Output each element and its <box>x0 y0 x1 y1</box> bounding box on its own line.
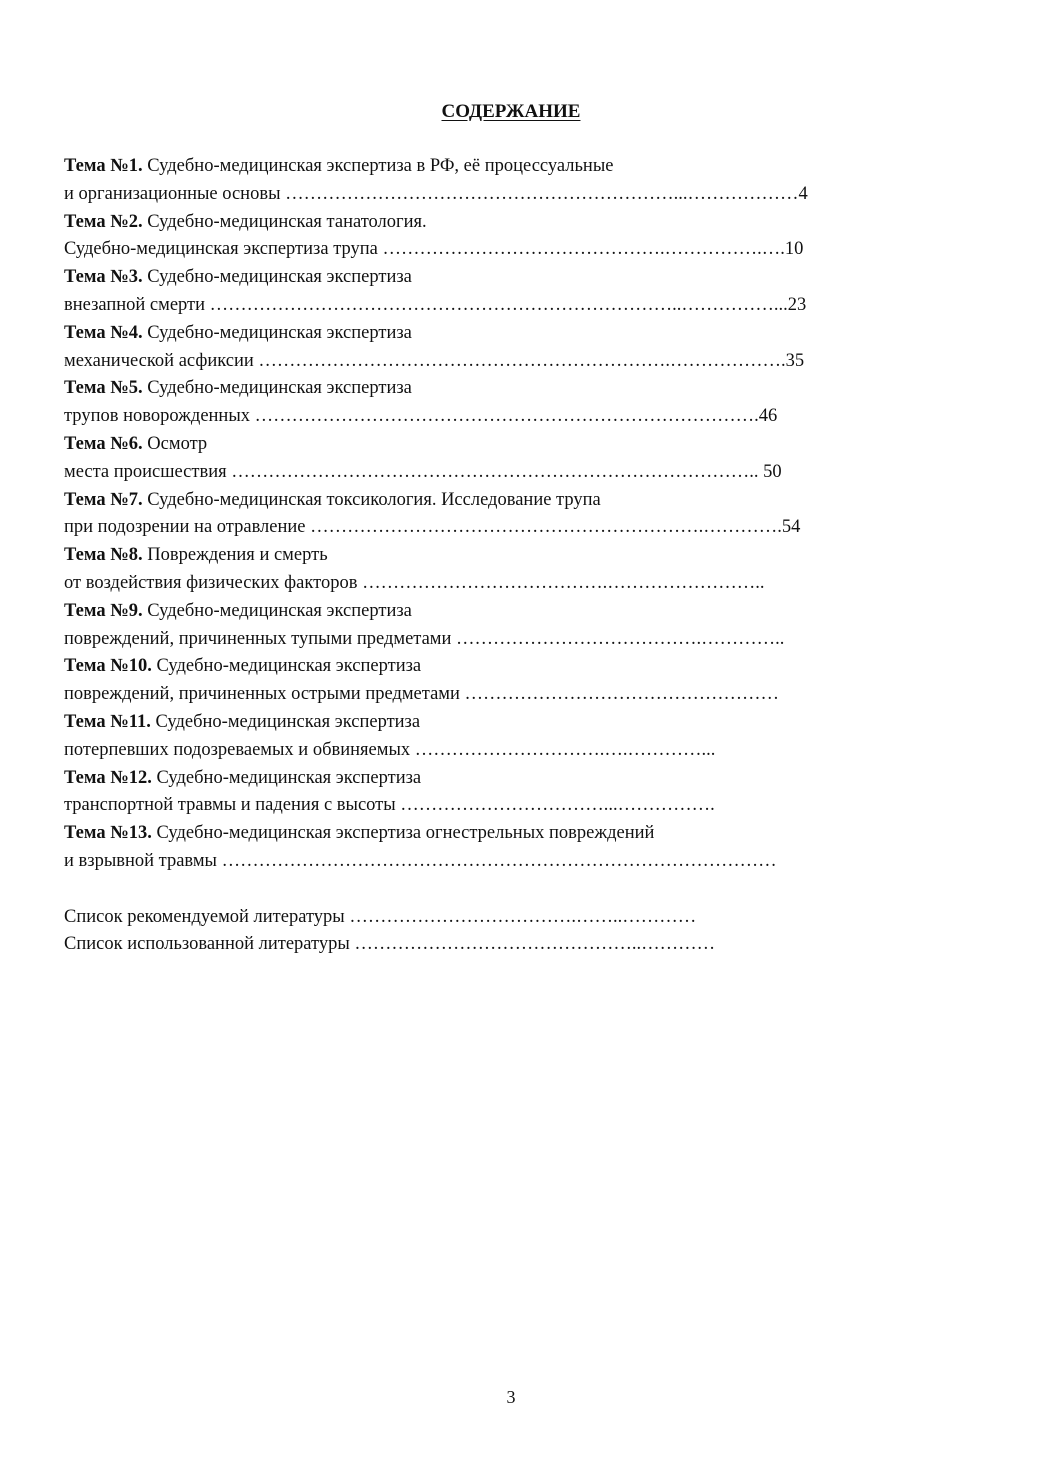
page-number: 3 <box>506 1387 516 1407</box>
toc-entry-heading: Судебно-медицинская экспертиза в РФ, её процессуальные <box>142 156 614 176</box>
toc-entry-heading: Судебно-медицинская экспертиза <box>142 322 412 343</box>
toc-entry-2-heading <box>64 209 924 237</box>
toc-entry-7-detail: при подозрении на отравление ……………………………………………………….………….54 <box>64 517 801 538</box>
toc-entry-11-detail: потерпевших подозреваемых и обвиняемых ………………………….….…………... <box>64 739 716 760</box>
toc-entry-number: Тема №3. <box>64 267 143 288</box>
toc-entry-heading: Судебно-медицинская экспертиза огнестрельных повреждений <box>151 823 655 844</box>
toc-entry-4-heading <box>64 320 924 348</box>
toc-entry-5-heading <box>64 375 924 403</box>
toc-entry-heading: Судебно-медицинская экспертиза <box>151 656 422 677</box>
toc-entry-number: Тема №6. <box>64 433 143 454</box>
toc-entry-number: Тема №7. <box>64 489 143 510</box>
toc-entry-number: Тема №12. <box>64 767 152 788</box>
toc-entry-9-detail: повреждений, причиненных тупыми предметами ………………………………….………….. <box>64 628 785 649</box>
toc-entry-5-detail: трупов новорожденных ……………………………………………………………………….46 <box>64 406 778 427</box>
page-title: СОДЕРЖАНИЕ <box>441 101 581 122</box>
toc-entry-number: Тема №1. <box>64 156 143 176</box>
toc-entry-heading: Судебно-медицинская экспертиза <box>150 711 421 732</box>
toc-entry-heading: Судебно-медицинская экспертиза <box>142 378 412 399</box>
toc-entry-6-detail: места происшествия ………………………………………………………………………….. 50 <box>64 461 782 482</box>
toc-entry-8-detail: от воздействия физических факторов ………………………………….…………………….. <box>64 572 765 593</box>
toc-entry-6-heading <box>64 431 924 459</box>
toc-entry-number: Тема №11. <box>64 711 151 732</box>
toc-entry-2-detail: Судебно-медицинская экспертиза трупа ……………………………………….…………….….10 <box>64 239 804 260</box>
toc-entry-number: Тема №4. <box>64 322 143 343</box>
toc-entry-number: Тема №5. <box>64 378 143 399</box>
toc-entry-heading: Судебно-медицинская экспертиза <box>142 600 412 621</box>
toc-entry-8-heading <box>64 542 924 570</box>
toc-entry-1-detail: и организационные основы ………………………………………………………...………………4 <box>64 183 808 204</box>
toc-entry-number: Тема №9. <box>64 600 143 621</box>
toc-recommended-literature: Список рекомендуемой литературы ……………………………….……..………… <box>64 906 697 927</box>
toc-entry-13-detail: и взрывной травмы ……………………………………………………………………………… <box>64 850 777 871</box>
toc-used-literature: Список использованной литературы ………………………………………..………… <box>64 934 716 955</box>
toc-entry-11-heading <box>64 709 924 737</box>
table-of-contents <box>64 153 924 959</box>
toc-entry-3-detail: внезапной смерти …………………………………………………………………..……………...23 <box>64 294 807 315</box>
toc-entry-3-heading <box>64 264 924 292</box>
toc-entry-12-heading <box>64 765 924 793</box>
toc-entry-9-heading <box>64 598 924 626</box>
toc-entry-heading: Судебно-медицинская экспертиза <box>151 767 422 788</box>
toc-entry-heading: Судебно-медицинская токсикология. Исследование трупа <box>142 489 601 510</box>
toc-entry-7-heading <box>64 487 924 515</box>
toc-entry-13-heading <box>64 820 924 848</box>
toc-entry-number: Тема №10. <box>64 656 152 677</box>
toc-entry-12-detail: транспортной травмы и падения с высоты ……………………………...……………. <box>64 795 715 816</box>
toc-entry-heading: Осмотр <box>142 433 208 454</box>
toc-entry-4-detail: механической асфиксии ………………………………………………………….……………….35 <box>64 350 805 371</box>
toc-spacer <box>64 876 924 904</box>
toc-entry-number: Тема №2. <box>64 211 143 232</box>
toc-entry-number: Тема №13. <box>64 823 152 844</box>
toc-entry-number: Тема №8. <box>64 545 143 566</box>
toc-entry-10-detail: повреждений, причиненных острыми предметами …………………………………………… <box>64 684 780 705</box>
toc-entry-1-heading <box>64 153 924 181</box>
toc-entry-10-heading <box>64 653 924 681</box>
toc-entry-heading: Судебно-медицинская танатология. <box>142 211 427 232</box>
toc-entry-heading: Повреждения и смерть <box>142 545 328 566</box>
toc-entry-heading: Судебно-медицинская экспертиза <box>142 267 412 288</box>
